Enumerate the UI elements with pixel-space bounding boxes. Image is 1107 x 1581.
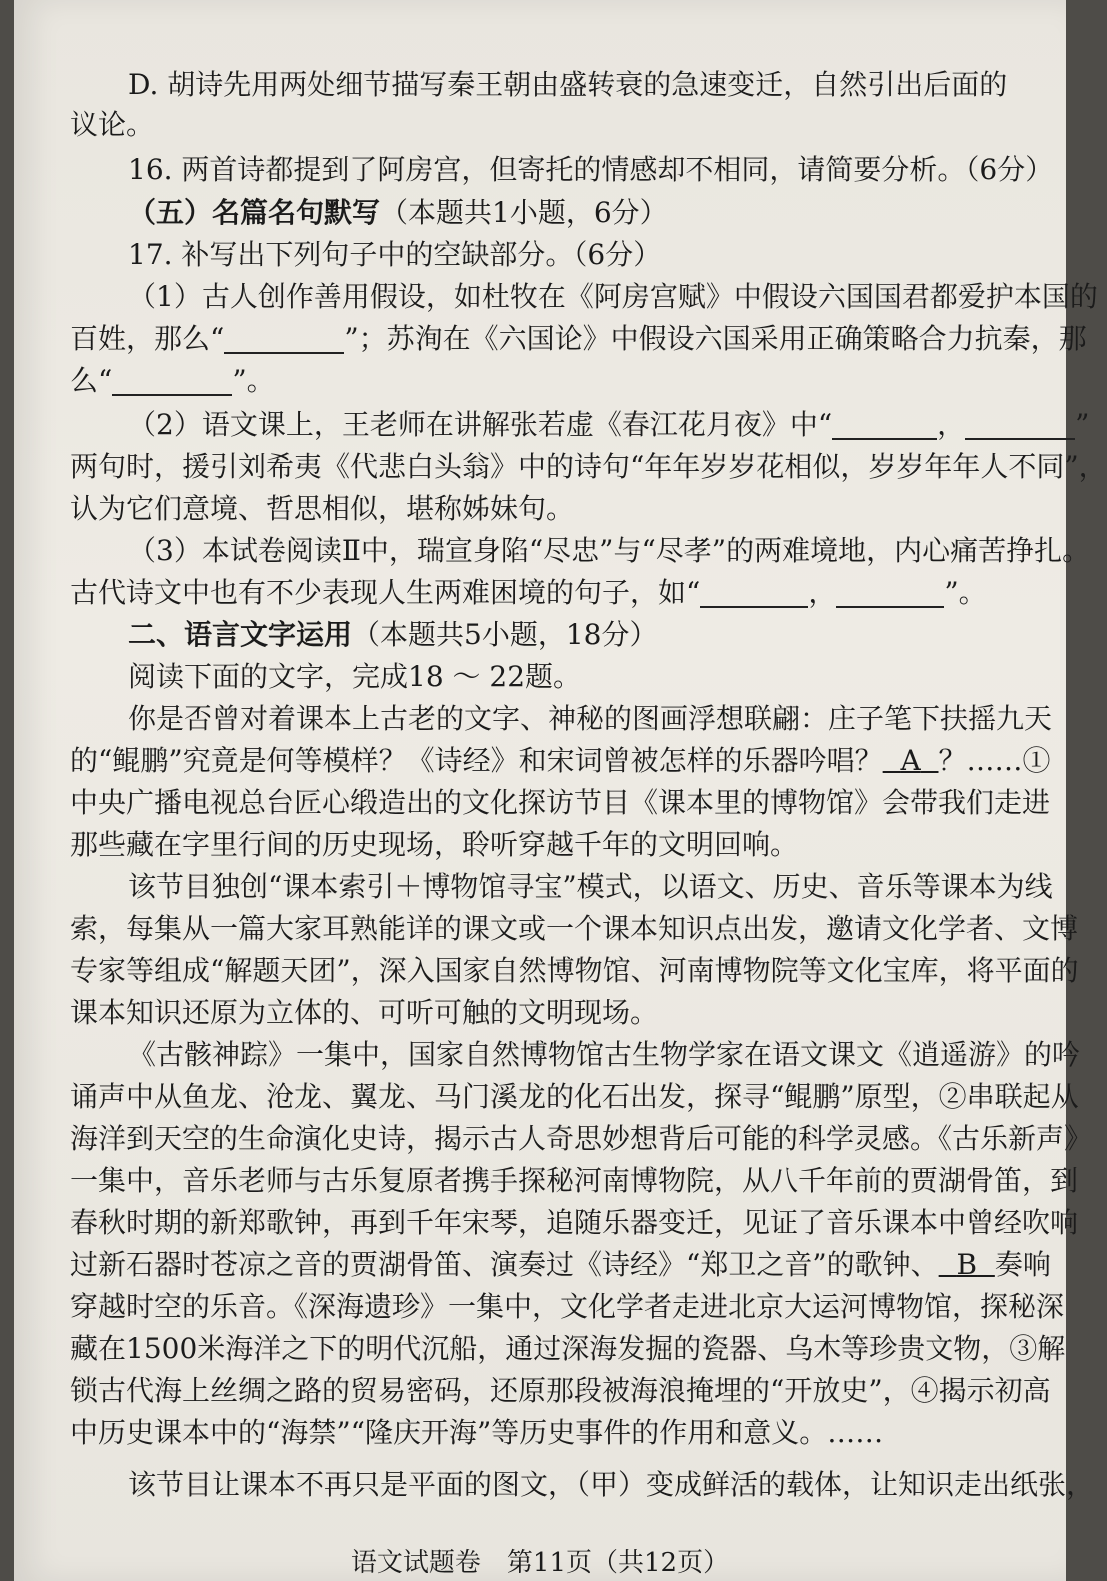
passage-p1-line2: 的“鲲鹏”究竟是何等模样？《诗经》和宋词曾被怎样的乐器吟唱？ A ？……①	[70, 744, 1051, 777]
option-d-line1: D. 胡诗先用两处细节描写秦王朝由盛转衰的急速变迁，自然引出后面的	[128, 68, 1008, 101]
passage-p3-line8: 藏在1500米海洋之下的明代沉船，通过深海发掘的瓷器、乌木等珍贵文物，③解	[70, 1332, 1066, 1365]
q17-2-line3: 认为它们意境、哲思相似，堪称姊妹句。	[70, 492, 575, 525]
q17-3-line1: （3）本试卷阅读Ⅱ中，瑞宣身陷“尽忠”与“尽孝”的两难境地，内心痛苦挣扎。	[128, 534, 1091, 567]
question-16: 16. 两首诗都提到了阿房宫，但寄托的情感却不相同，请简要分析。（6分）	[128, 153, 1054, 186]
question-17: 17. 补写出下列句子中的空缺部分。（6分）	[128, 238, 662, 271]
passage-p1-line3: 中央广播电视总台匠心缎造出的文化探访节目《课本里的博物馆》会带我们走进	[70, 786, 1051, 819]
section-2-heading: 二、语言文字运用（本题共5小题，18分）	[128, 618, 658, 651]
passage-p1-line4: 那些藏在字里行间的历史现场，聆听穿越千年的文明回响。	[70, 828, 799, 861]
passage-p3-line4: 一集中，音乐老师与古乐复原者携手探秘河南博物院，从八千年前的贾湖骨笛，到	[70, 1164, 1079, 1197]
passage-p3-line3: 海洋到天空的生命演化史诗，揭示古人奇思妙想背后可能的科学灵感。《古乐新声》	[70, 1122, 1093, 1155]
answer-blank	[112, 370, 232, 396]
section-5-heading: （五）名篇名句默写（本题共1小题，6分）	[128, 196, 668, 229]
reading-instruction: 阅读下面的文字，完成18 ～ 22题。	[128, 660, 582, 693]
blank-a: A	[900, 744, 921, 777]
passage-p3-line7: 穿越时空的乐音。《深海遗珍》一集中，文化学者走进北京大运河博物馆，探秘深	[70, 1290, 1065, 1323]
exam-page	[14, 0, 1107, 1581]
passage-p1-line1: 你是否曾对着课本上古老的文字、神秘的图画浮想联翩：庄子笔下扶摇九天	[128, 702, 1053, 735]
q17-3-line2: 古代诗文中也有不少表现人生两难困境的句子，如“ ， ”。	[70, 576, 987, 609]
q17-1-line3: 么“ ”。	[70, 364, 275, 397]
passage-p3-line2: 诵声中从鱼龙、沧龙、翼龙、马门溪龙的化石出发，探寻“鲲鹏”原型，②串联起从	[70, 1080, 1079, 1113]
q17-1-line1: （1）古人创作善用假设，如杜牧在《阿房宫赋》中假设六国国君都爱护本国的	[128, 280, 1098, 313]
passage-p3-line5: 春秋时期的新郑歌钟，再到千年宋琴，追随乐器变迁，见证了音乐课本中曾经吹响	[70, 1206, 1079, 1239]
answer-blank	[836, 582, 944, 608]
answer-blank	[965, 414, 1075, 440]
passage-p2-line1: 该节目独创“课本索引＋博物馆寻宝”模式，以语文、历史、音乐等课本为线	[128, 870, 1053, 903]
option-d-line2: 议论。	[70, 108, 155, 141]
passage-p3-line1: 《古骸神踪》一集中，国家自然博物馆古生物学家在语文课文《逍遥游》的吟	[128, 1038, 1081, 1071]
passage-p4-line1: 该节目让课本不再只是平面的图文，（甲）变成鲜活的载体，让知识走出纸张，	[128, 1468, 1095, 1501]
passage-p3-line9: 锁古代海上丝绸之路的贸易密码，还原那段被海浪掩埋的“开放史”，④揭示初高	[70, 1374, 1051, 1407]
blank-b: B	[956, 1248, 978, 1281]
passage-p3-line6: 过新石器时苍凉之音的贾湖骨笛、演奏过《诗经》“郑卫之音”的歌钟、 B 奏响	[70, 1248, 1051, 1281]
page-footer: 语文试题卷 第11页（共12页）	[350, 1548, 730, 1578]
passage-p2-line3: 专家等组成“解题天团”，深入国家自然博物馆、河南博物院等文化宝库，将平面的	[70, 954, 1079, 987]
q17-2-line2: 两句时，援引刘希夷《代悲白头翁》中的诗句“年年岁岁花相似，岁岁年年人不同”，	[70, 450, 1107, 483]
q17-2-line1: （2）语文课上，王老师在讲解张若虚《春江花月夜》中“ ， ”	[128, 408, 1090, 441]
answer-blank	[224, 328, 344, 354]
answer-blank	[832, 414, 937, 440]
answer-blank	[700, 582, 808, 608]
passage-p2-line2: 索，每集从一篇大家耳熟能详的课文或一个课本知识点出发，邀请文化学者、文博	[70, 912, 1079, 945]
q17-1-line2: 百姓，那么“ ”；苏洵在《六国论》中假设六国采用正确策略合力抗秦，那	[70, 322, 1087, 355]
passage-p2-line4: 课本知识还原为立体的、可听可触的文明现场。	[70, 996, 659, 1029]
passage-p3-line10: 中历史课本中的“海禁”“隆庆开海”等历史事件的作用和意义。……	[70, 1416, 884, 1449]
